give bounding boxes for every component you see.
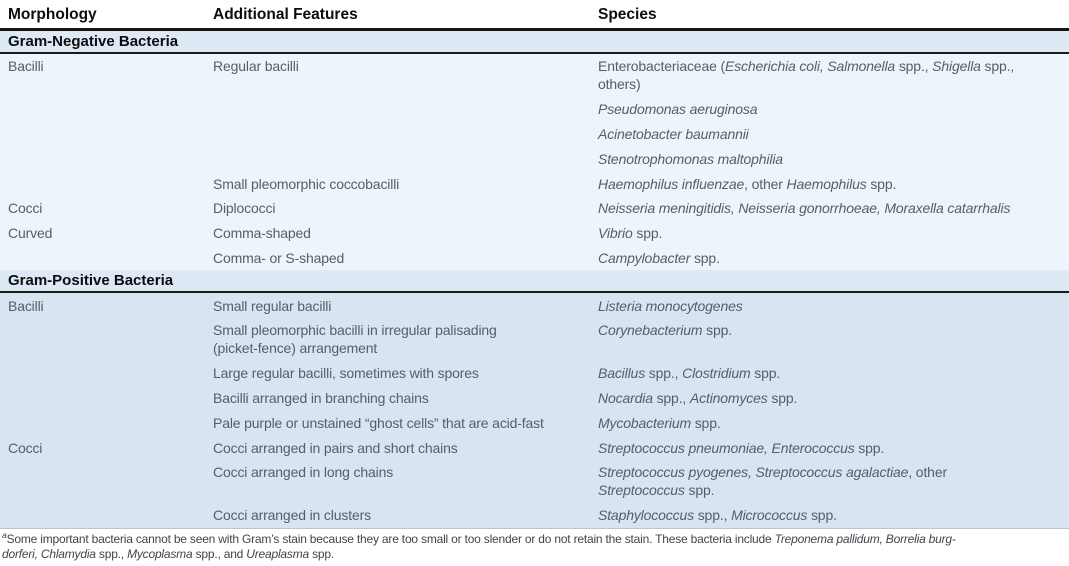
table-row: [0, 503, 1069, 528]
text-segment: Cocci arranged in pairs and short chains: [213, 439, 458, 456]
species-name-italic: Staphylococcus: [598, 507, 694, 524]
text-segment: spp.: [684, 482, 715, 499]
section-header-gram-negative-bacteria: Gram-Negative Bacteria: [0, 31, 1069, 54]
species-cell: [598, 171, 1069, 196]
species-name-italic: Corynebacterium: [598, 322, 703, 339]
species-name-italic: Escherichia coli, Salmonella: [724, 58, 896, 75]
morphology-cell: [8, 122, 213, 147]
species-name-italic: Streptococcus: [598, 482, 685, 499]
additional-features-cell: [213, 146, 598, 171]
species-cell: [598, 221, 1069, 246]
footnote: [0, 528, 1069, 562]
text-segment: Regular bacilli: [213, 58, 299, 75]
table-row: [0, 171, 1069, 196]
additional-features-cell: [213, 318, 598, 361]
text-segment: Small pleomorphic coccobacilli: [213, 175, 400, 192]
species-name-italic: Ureaplasma: [246, 546, 309, 561]
morphology-cell: [8, 171, 213, 196]
text-segment: Cocci arranged in clusters: [213, 507, 371, 524]
table-body: [0, 31, 1069, 528]
morphology-cell: Cocci: [8, 200, 43, 217]
species-name-italic: Mycoplasma: [127, 546, 193, 561]
text-segment: , other: [908, 464, 947, 481]
species-cell: [598, 460, 1069, 503]
species-cell: [598, 435, 1069, 460]
text-segment: Diplococci: [213, 200, 276, 217]
table-row: [0, 221, 1069, 246]
morphology-cell: [8, 503, 213, 528]
table-row: [0, 293, 1069, 318]
text-segment: spp.: [690, 414, 721, 431]
species-cell: [598, 146, 1069, 171]
section-header-gram-positive-bacteria: Gram-Positive Bacteria: [0, 270, 1069, 293]
table-row: [0, 318, 1069, 361]
table-row: [0, 54, 1069, 97]
text-segment: spp.,: [895, 58, 933, 75]
species-cell: [598, 54, 1069, 97]
additional-features-cell: [213, 245, 598, 270]
text-segment: Cocci arranged in long chains: [213, 464, 394, 481]
text-segment: a: [2, 531, 7, 540]
section-rows-gram-positive-bacteria: [0, 293, 1069, 527]
species-name-italic: Stenotrophomonas maltophilia: [598, 150, 783, 167]
species-name-italic: Streptococcus pneumoniae, Enterococcus: [598, 439, 855, 456]
additional-features-cell: [213, 196, 598, 221]
species-cell: [598, 196, 1069, 221]
text-segment: (picket-fence) arrangement: [213, 340, 378, 357]
text-segment: spp.,: [645, 365, 683, 382]
text-segment: spp.,: [693, 507, 732, 524]
text-segment: Some important bacteria cannot be seen with Gram’s stain because they are too small or too slender or do not retain the stain. These bacteria include: [6, 531, 775, 546]
species-cell: [598, 410, 1069, 435]
species-name-italic: Micrococcus: [731, 507, 808, 524]
text-segment: spp.: [866, 175, 897, 192]
additional-features-cell: [213, 122, 598, 147]
morphology-cell: Bacilli: [8, 297, 44, 314]
column-header-additional-features: Additional Features: [213, 6, 358, 23]
table-row: [0, 146, 1069, 171]
text-segment: spp.: [767, 389, 798, 406]
text-segment: Enterobacteriaceae (: [598, 58, 725, 75]
table-row: [0, 97, 1069, 122]
species-cell: [598, 293, 1069, 318]
morphology-cell: [8, 386, 213, 411]
table-row: [0, 196, 1069, 221]
text-segment: Pale purple or unstained “ghost cells” that are acid-fast: [213, 414, 544, 431]
text-segment: spp.: [308, 546, 335, 561]
morphology-cell: [8, 146, 213, 171]
text-segment: spp.: [854, 439, 885, 456]
species-name-italic: Vibrio: [598, 225, 633, 242]
additional-features-cell: [213, 97, 598, 122]
text-segment: spp.,: [652, 389, 690, 406]
text-segment: spp.: [750, 365, 781, 382]
text-segment: Comma-shaped: [213, 225, 311, 242]
species-cell: [598, 361, 1069, 386]
additional-features-cell: [213, 460, 598, 503]
species-name-italic: Clostridium: [682, 365, 751, 382]
footnote-line-1: [2, 532, 1061, 547]
species-name-italic: Acinetobacter baumannii: [598, 125, 749, 142]
species-name-italic: Streptococcus pyogenes, Streptococcus agalactiae: [598, 464, 909, 481]
table-row: [0, 245, 1069, 270]
text-segment: Bacilli arranged in branching chains: [213, 389, 429, 406]
text-segment: Comma- or S-shaped: [213, 249, 345, 266]
text-segment: spp.,: [980, 58, 1015, 75]
species-name-italic: Neisseria meningitidis, Neisseria gonorrhoeae, Moraxella catarrhalis: [598, 200, 1011, 217]
morphology-cell: Cocci: [8, 439, 43, 456]
additional-features-cell: [213, 293, 598, 318]
species-name-italic: Mycobacterium: [598, 414, 691, 431]
section-rows-gram-negative-bacteria: [0, 54, 1069, 270]
table-row: [0, 122, 1069, 147]
column-header-row: [0, 0, 1069, 31]
additional-features-cell: [213, 171, 598, 196]
species-name-italic: Listeria monocytogenes: [598, 297, 743, 314]
text-segment: Small regular bacilli: [213, 297, 332, 314]
morphology-cell: [8, 460, 213, 503]
species-name-italic: dorferi, Chlamydia: [2, 546, 96, 561]
text-segment: spp.,: [95, 546, 128, 561]
species-name-italic: Nocardia: [598, 389, 653, 406]
column-header-morphology: Morphology: [8, 6, 97, 23]
species-cell: [598, 245, 1069, 270]
species-name-italic: Treponema pallidum, Borrelia burg-: [774, 531, 956, 546]
species-name-italic: Haemophilus: [786, 175, 867, 192]
species-name-italic: Haemophilus influenzae: [598, 175, 745, 192]
text-segment: , other: [744, 175, 787, 192]
morphology-cell: [8, 318, 213, 361]
species-cell: [598, 386, 1069, 411]
additional-features-cell: [213, 435, 598, 460]
morphology-cell: [8, 245, 213, 270]
text-segment: spp.: [632, 225, 663, 242]
morphology-cell: [8, 361, 213, 386]
table-row: [0, 460, 1069, 503]
text-segment: others): [598, 76, 641, 93]
table-row: [0, 386, 1069, 411]
morphology-cell: Bacilli: [8, 58, 44, 75]
species-name-italic: Pseudomonas aeruginosa: [598, 101, 758, 118]
additional-features-cell: [213, 54, 598, 97]
species-name-italic: Campylobacter: [598, 249, 691, 266]
species-cell: [598, 503, 1069, 528]
additional-features-cell: [213, 410, 598, 435]
text-segment: spp.: [702, 322, 732, 339]
additional-features-cell: [213, 386, 598, 411]
morphology-cell: Curved: [8, 225, 53, 242]
morphology-cell: [8, 97, 213, 122]
table-row: [0, 361, 1069, 386]
text-segment: spp.: [807, 507, 837, 524]
additional-features-cell: [213, 503, 598, 528]
footnote-line-2: [2, 547, 1061, 562]
species-name-italic: Actinomyces: [689, 389, 768, 406]
text-segment: Small pleomorphic bacilli in irregular palisading: [213, 322, 497, 339]
table-row: [0, 410, 1069, 435]
text-segment: spp., and: [192, 546, 247, 561]
species-cell: [598, 318, 1069, 361]
additional-features-cell: [213, 361, 598, 386]
column-header-species: Species: [598, 6, 657, 23]
morphology-cell: [8, 410, 213, 435]
additional-features-cell: [213, 221, 598, 246]
species-name-italic: Bacillus: [598, 365, 646, 382]
species-cell: [598, 97, 1069, 122]
species-cell: [598, 122, 1069, 147]
text-segment: spp.: [690, 249, 720, 266]
species-name-italic: Shigella: [932, 58, 981, 75]
table-row: [0, 435, 1069, 460]
text-segment: Large regular bacilli, sometimes with spores: [213, 365, 479, 382]
